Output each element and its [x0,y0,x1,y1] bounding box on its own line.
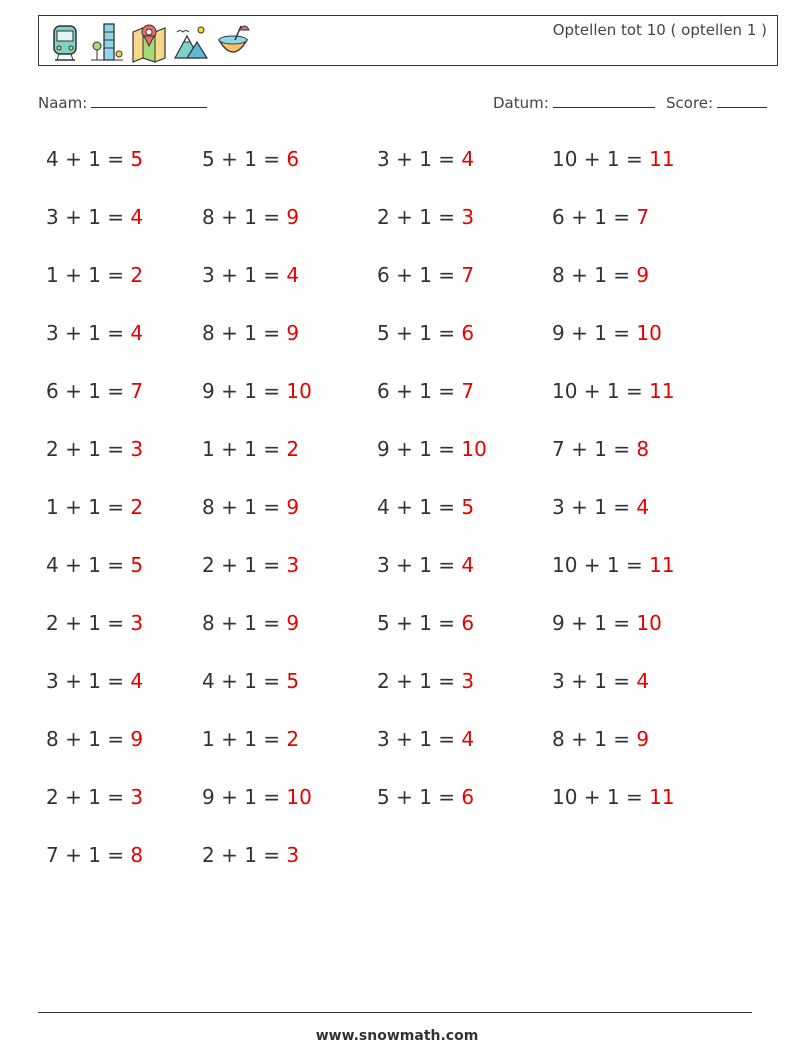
problem-item [202,611,299,635]
problem-question: 2 + 1 = [46,437,131,461]
problem-question: 3 + 1 = [552,495,637,519]
problem-item [377,321,474,345]
problem-item [46,669,143,693]
problem-item [552,611,662,635]
score-label: Score: [666,94,714,112]
problem-item [377,727,474,751]
problem-question: 2 + 1 = [202,843,287,867]
problem-item [202,437,299,461]
footer-url: www.snowmath.com [315,1028,479,1044]
problem-answer: 9 [636,263,650,287]
problem-item [377,205,474,229]
problem-answer: 4 [130,321,144,345]
problem-question: 2 + 1 = [46,611,131,635]
problem-answer: 3 [130,437,144,461]
problem-question: 10 + 1 = [552,785,650,809]
problem-item [46,611,143,635]
problem-item [377,611,474,635]
date-field [493,93,655,112]
problem-question: 10 + 1 = [552,379,650,403]
name-blank [91,93,207,108]
problem-question: 5 + 1 = [377,321,462,345]
problem-question: 2 + 1 = [377,669,462,693]
problem-question: 3 + 1 = [46,205,131,229]
problem-question: 10 + 1 = [552,553,650,577]
problem-question: 8 + 1 = [46,727,131,751]
problem-answer: 6 [461,321,475,345]
problem-question: 8 + 1 = [202,611,287,635]
problem-question: 8 + 1 = [552,727,637,751]
problem-question: 3 + 1 = [202,263,287,287]
problem-item [46,495,143,519]
problem-item [377,437,487,461]
problem-question: 3 + 1 = [46,669,131,693]
problem-question: 5 + 1 = [202,147,287,171]
score-blank [717,93,767,108]
problem-answer: 4 [636,669,650,693]
problem-question: 7 + 1 = [46,843,131,867]
date-label: Datum: [493,94,549,112]
problem-question: 1 + 1 = [46,495,131,519]
problem-item [377,669,474,693]
problem-question: 1 + 1 = [46,263,131,287]
problem-item [552,321,662,345]
problem-answer: 4 [461,727,475,751]
problem-question: 4 + 1 = [46,147,131,171]
problem-answer: 2 [130,495,144,519]
problem-item [46,147,143,171]
problem-question: 3 + 1 = [377,553,462,577]
leaning-tower-icon [89,20,125,64]
problem-answer: 3 [130,785,144,809]
tram-icon [47,20,83,64]
problem-item [202,263,299,287]
problem-answer: 6 [461,785,475,809]
problem-answer: 4 [636,495,650,519]
problem-answer: 5 [130,553,144,577]
problem-question: 3 + 1 = [552,669,637,693]
problem-answer: 4 [461,553,475,577]
coconut-drink-icon [215,20,251,64]
problem-question: 1 + 1 = [202,727,287,751]
date-blank [553,93,655,108]
problem-item [46,321,143,345]
problem-question: 9 + 1 = [552,321,637,345]
problem-question: 2 + 1 = [202,553,287,577]
problem-answer: 5 [461,495,475,519]
problem-question: 9 + 1 = [552,611,637,635]
problem-answer: 2 [130,263,144,287]
problem-answer: 4 [130,205,144,229]
problem-answer: 3 [286,553,300,577]
problem-answer: 4 [130,669,144,693]
worksheet-title: Optellen tot 10 ( optellen 1 ) [552,21,767,39]
problem-answer: 11 [649,785,675,809]
problem-item [552,553,675,577]
problem-item [377,785,474,809]
problem-question: 3 + 1 = [377,147,462,171]
problem-item [552,437,649,461]
score-field [666,93,767,112]
problem-item [552,263,649,287]
problem-question: 4 + 1 = [202,669,287,693]
problem-question: 8 + 1 = [552,263,637,287]
problem-answer: 10 [286,785,312,809]
problem-answer: 3 [130,611,144,635]
problem-answer: 2 [286,727,300,751]
problem-answer: 10 [461,437,487,461]
problem-item [552,379,675,403]
problem-question: 4 + 1 = [46,553,131,577]
problem-answer: 10 [636,611,662,635]
problem-answer: 5 [286,669,300,693]
problem-answer: 4 [461,147,475,171]
problem-question: 3 + 1 = [46,321,131,345]
problem-item [202,379,312,403]
problem-item [202,727,299,751]
problem-answer: 7 [636,205,650,229]
problem-question: 9 + 1 = [202,379,287,403]
footer-rule [38,1012,752,1013]
problem-answer: 6 [461,611,475,635]
problem-answer: 7 [130,379,144,403]
problem-answer: 9 [286,321,300,345]
problem-answer: 9 [130,727,144,751]
problem-answer: 3 [286,843,300,867]
problem-item [46,379,143,403]
problem-question: 3 + 1 = [377,727,462,751]
problem-item [377,379,474,403]
problem-answer: 8 [636,437,650,461]
problem-item [552,205,649,229]
problem-answer: 7 [461,263,475,287]
problem-item [202,843,299,867]
map-pin-icon [131,20,167,64]
problem-question: 6 + 1 = [377,263,462,287]
mountains-icon [173,20,209,64]
problem-question: 8 + 1 = [202,205,287,229]
problem-question: 6 + 1 = [552,205,637,229]
problem-item [552,727,649,751]
problem-question: 6 + 1 = [46,379,131,403]
problem-answer: 7 [461,379,475,403]
problem-item [552,669,649,693]
problem-item [202,147,299,171]
problem-item [46,727,143,751]
problem-answer: 11 [649,147,675,171]
problem-item [202,495,299,519]
problem-answer: 11 [649,553,675,577]
problem-item [377,147,474,171]
problem-answer: 9 [286,205,300,229]
problem-item [202,669,299,693]
problem-answer: 8 [130,843,144,867]
problem-item [46,843,143,867]
problem-item [552,147,675,171]
name-field [38,93,207,112]
problem-question: 7 + 1 = [552,437,637,461]
problem-answer: 3 [461,669,475,693]
problem-question: 5 + 1 = [377,611,462,635]
problem-question: 9 + 1 = [202,785,287,809]
problem-item [46,263,143,287]
problem-question: 1 + 1 = [202,437,287,461]
name-label: Naam: [38,94,88,112]
worksheet-header [38,15,778,66]
problem-item [377,553,474,577]
problem-item [202,553,299,577]
problem-item [46,553,143,577]
problem-item [377,263,474,287]
problem-answer: 9 [636,727,650,751]
problem-question: 4 + 1 = [377,495,462,519]
problem-answer: 11 [649,379,675,403]
problem-answer: 4 [286,263,300,287]
problem-item [46,785,143,809]
problem-item [46,437,143,461]
problem-question: 8 + 1 = [202,495,287,519]
problem-answer: 10 [286,379,312,403]
problem-item [202,785,312,809]
problem-item [46,205,143,229]
problem-answer: 9 [286,495,300,519]
problem-item [552,495,649,519]
problem-answer: 2 [286,437,300,461]
problem-item [377,495,474,519]
problem-answer: 5 [130,147,144,171]
problem-item [202,205,299,229]
problem-question: 2 + 1 = [377,205,462,229]
problem-answer: 9 [286,611,300,635]
problem-item [202,321,299,345]
problem-question: 10 + 1 = [552,147,650,171]
icon-strip [47,20,251,64]
problem-answer: 3 [461,205,475,229]
problem-question: 9 + 1 = [377,437,462,461]
problem-question: 8 + 1 = [202,321,287,345]
problem-question: 5 + 1 = [377,785,462,809]
problem-answer: 10 [636,321,662,345]
problem-question: 2 + 1 = [46,785,131,809]
problem-question: 6 + 1 = [377,379,462,403]
problem-item [552,785,675,809]
problem-answer: 6 [286,147,300,171]
